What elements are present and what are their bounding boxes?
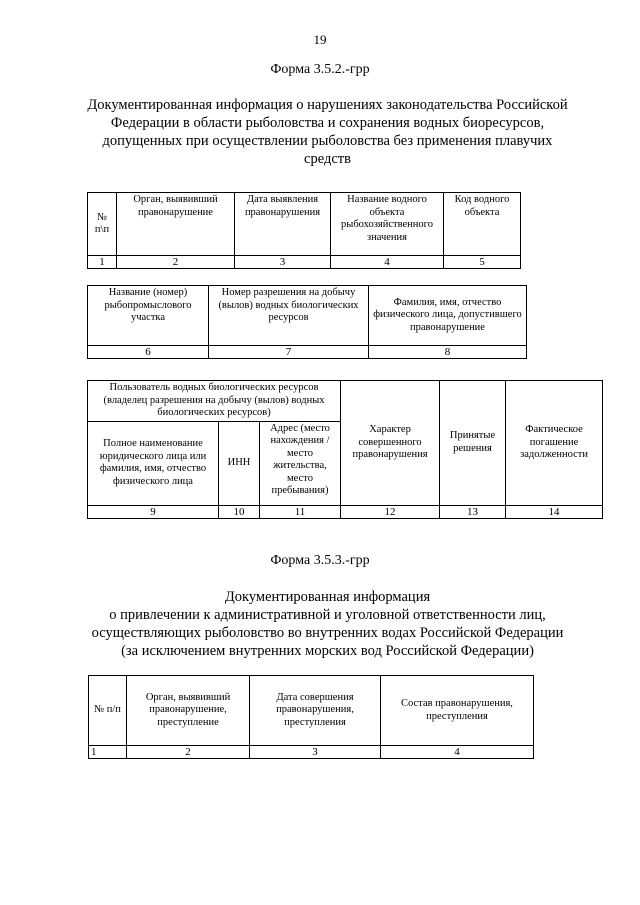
form-353-heading-line: (за исключением внутренних морских вод Российской Федерации) xyxy=(121,643,534,659)
col-header-debt-repayment: Фактическое погашение задолженности xyxy=(506,381,603,506)
col-header-water-body-name: Название водного объекта рыбохозяйственного значения xyxy=(331,193,444,256)
col-number: 11 xyxy=(260,505,341,518)
form-352-heading-line: средств xyxy=(304,151,351,167)
col-number: 2 xyxy=(117,256,235,269)
form-353-heading-line: Документированная информация xyxy=(224,589,431,605)
col-header-number: № п\п xyxy=(88,193,117,256)
col-header-authority: Орган, выявивший правонарушение, преступление xyxy=(127,676,250,746)
group-header-resource-user: Пользователь водных биологических ресурсов (владелец разрешения на добычу (вылов) водных биологических ресурсов) xyxy=(88,381,341,422)
col-header-authority: Орган, выявивший правонарушение xyxy=(117,193,235,256)
col-number: 2 xyxy=(127,746,250,759)
col-number: 4 xyxy=(381,746,534,759)
col-number: 7 xyxy=(209,346,369,359)
col-number: 4 xyxy=(331,256,444,269)
table-violations-2 xyxy=(87,285,527,359)
col-number: 3 xyxy=(250,746,381,759)
col-number: 14 xyxy=(506,505,603,518)
table-liability xyxy=(88,675,534,759)
table-violations-3 xyxy=(87,380,603,519)
form-353-heading xyxy=(70,588,585,660)
col-header-offender-name: Фамилия, имя, отчество физического лица, допустившего правонарушение xyxy=(369,286,527,346)
form-352-heading-line: Федерации в области рыболовства и сохранения водных биоресурсов, xyxy=(110,115,545,131)
col-header-water-body-code: Код водного объекта xyxy=(444,193,521,256)
col-header-inn: ИНН xyxy=(219,421,260,505)
page-number: 19 xyxy=(313,32,327,47)
col-header-permit-number: Номер разрешения на добычу (вылов) водных биологических ресурсов xyxy=(209,286,369,346)
col-number: 5 xyxy=(444,256,521,269)
col-number: 1 xyxy=(89,746,127,759)
form-352-title: Форма 3.5.2.-грр xyxy=(270,62,370,77)
col-header-detection-date: Дата выявления правонарушения xyxy=(235,193,331,256)
col-number: 6 xyxy=(88,346,209,359)
col-header-decisions: Принятые решения xyxy=(440,381,506,506)
table-violations-1 xyxy=(87,192,521,269)
col-header-full-name: Полное наименование юридического лица или фамилия, имя, отчество физического лица xyxy=(88,421,219,505)
form-352-heading-line: Документированная информация о нарушениях законодательства Российской xyxy=(87,97,568,113)
col-header-offense-composition: Состав правонарушения, преступления xyxy=(381,676,534,746)
col-header-number: № п/п xyxy=(89,676,127,746)
form-352-heading-line: допущенных при осуществлении рыболовства без применения плавучих xyxy=(102,133,553,149)
col-number: 9 xyxy=(88,505,219,518)
col-number: 3 xyxy=(235,256,331,269)
col-number: 10 xyxy=(219,505,260,518)
col-header-violation-nature: Характер совершенного правонарушения xyxy=(341,381,440,506)
col-number: 8 xyxy=(369,346,527,359)
col-number: 1 xyxy=(88,256,117,269)
col-header-fishing-site: Название (номер) рыбопромыслового участка xyxy=(88,286,209,346)
col-number: 12 xyxy=(341,505,440,518)
form-353-heading-line: о привлечении к административной и уголовной ответственности лиц, xyxy=(109,607,546,623)
col-header-offense-date: Дата совершения правонарушения, преступления xyxy=(250,676,381,746)
form-353-heading-line: осуществляющих рыболовство во внутренних водах Российской Федерации xyxy=(91,625,564,641)
form-353-title: Форма 3.5.3.-грр xyxy=(270,553,370,568)
form-352-heading xyxy=(60,96,595,168)
col-header-address: Адрес (место нахождения / место жительства, место пребывания) xyxy=(260,421,341,505)
col-number: 13 xyxy=(440,505,506,518)
